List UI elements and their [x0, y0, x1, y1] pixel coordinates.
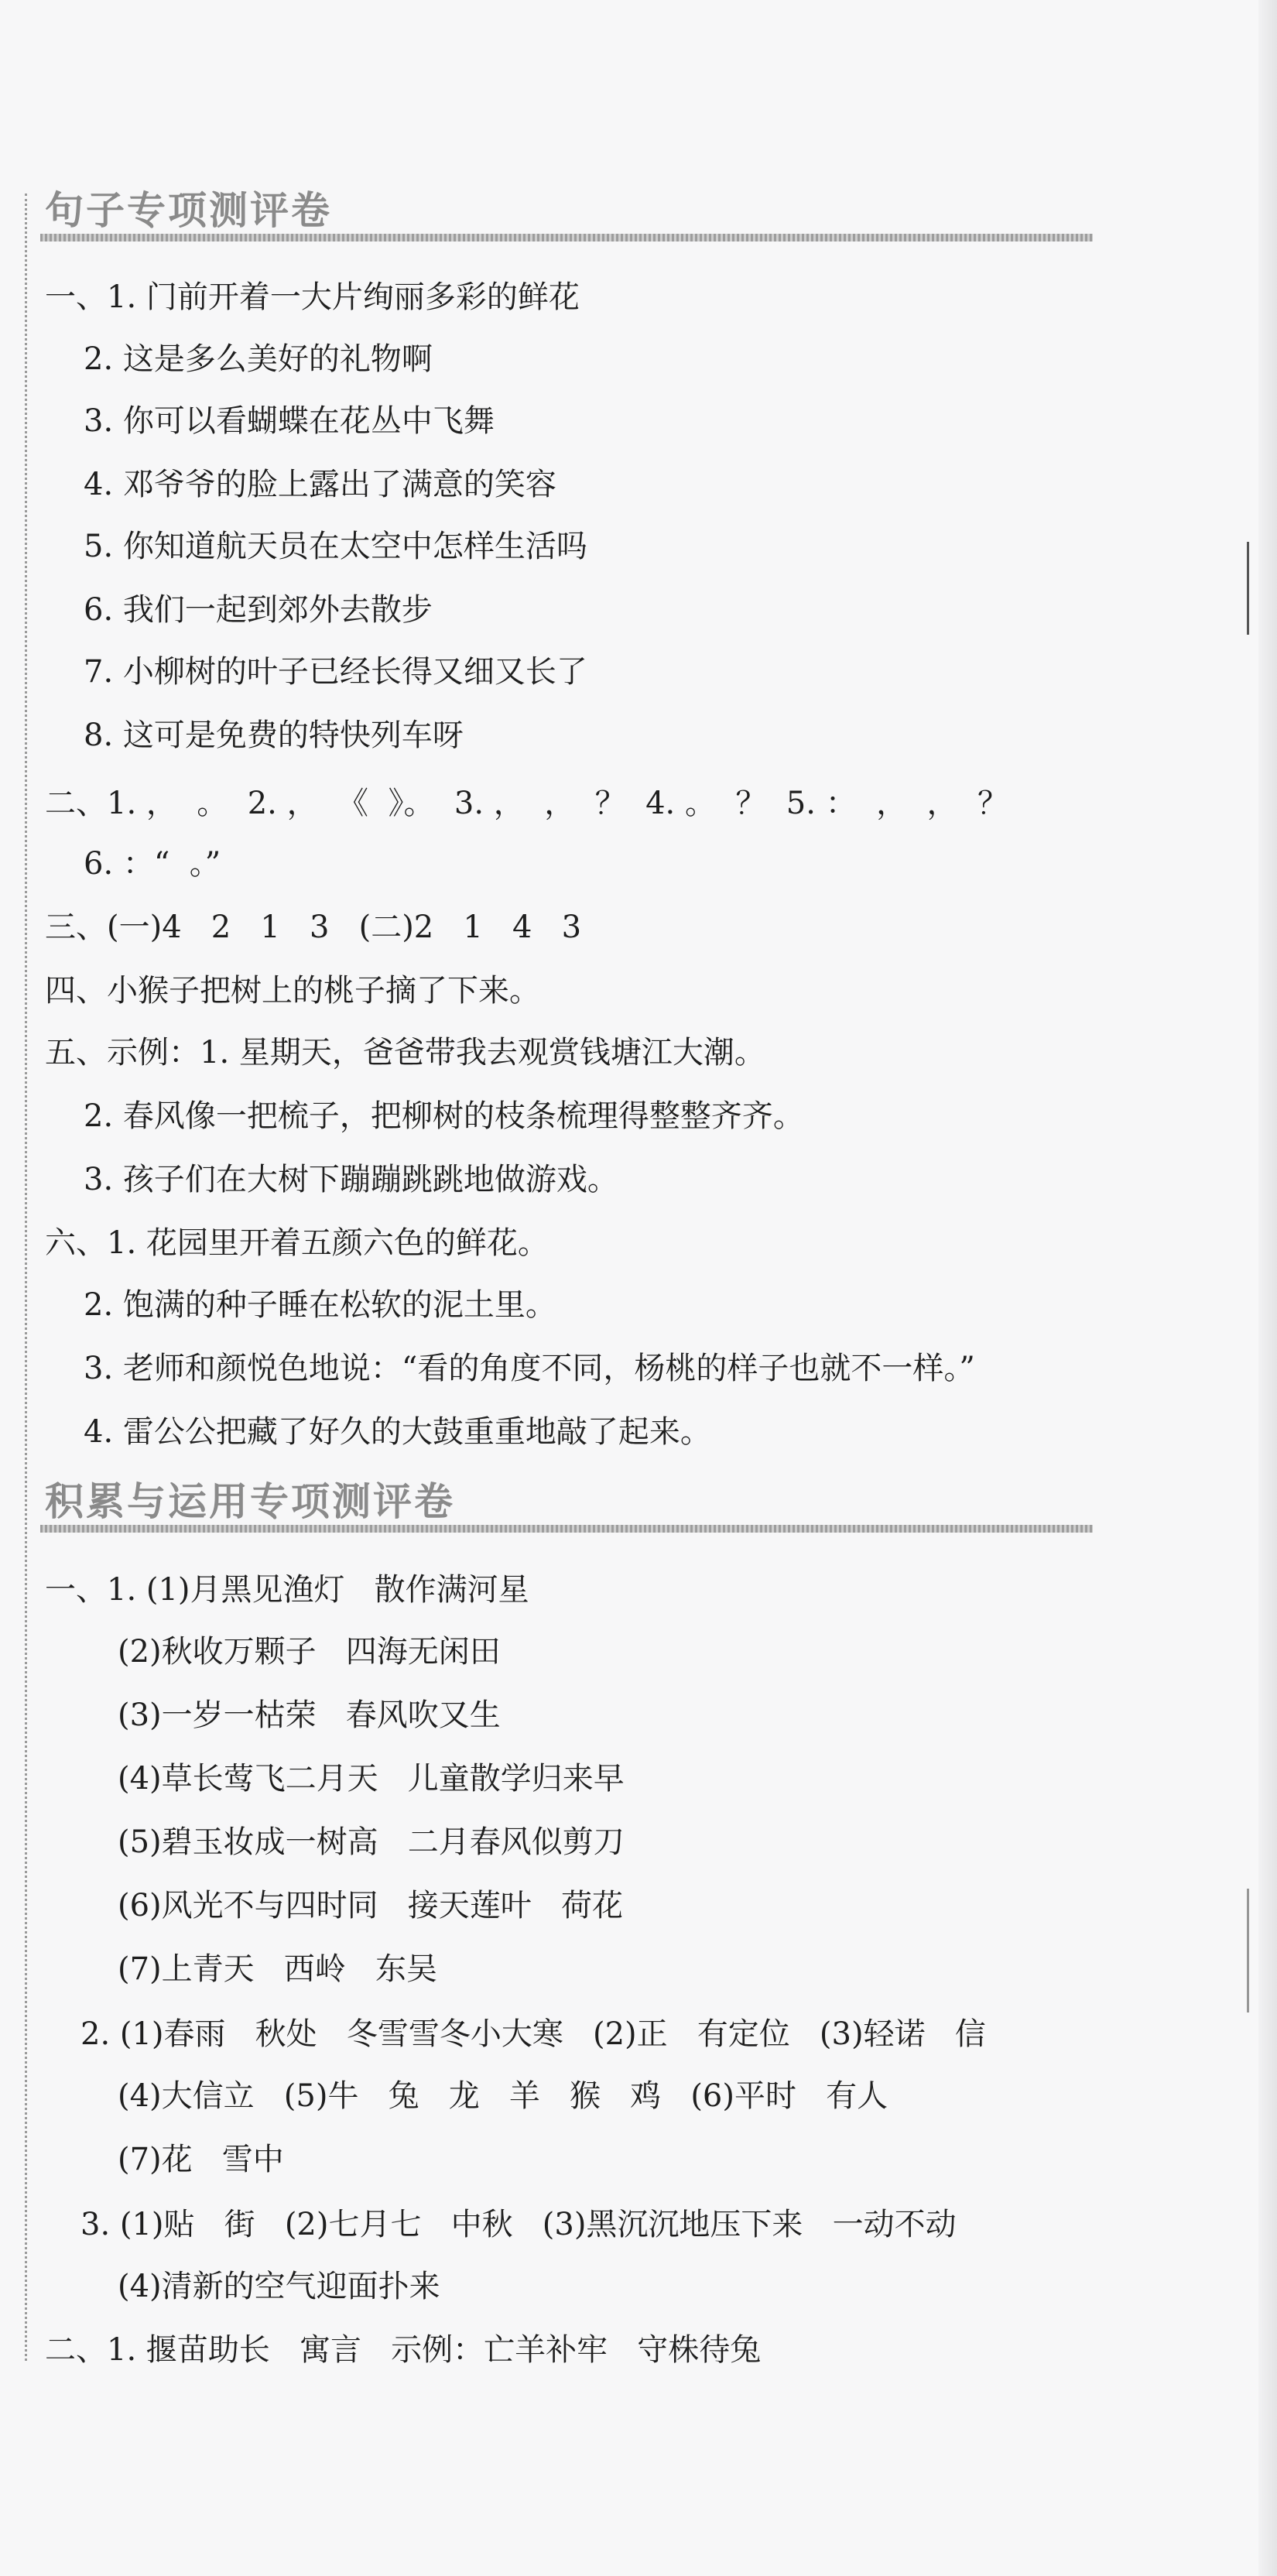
answer-line: 8. 这可是免费的特快列车呀 [84, 718, 464, 753]
answer-line: (5)碧玉妆成一树高 二月春风似剪刀 [118, 1824, 625, 1860]
section-title-sentences [40, 180, 1093, 242]
answer-line: 2. (1)春雨 秋处 冬雪雪冬小大寒 (2)正 有定位 (3)轻诺 信 [80, 2016, 986, 2052]
answer-line: 2. 春风像一把梳子，把柳树的枝条梳理得整整齐齐。 [84, 1098, 804, 1134]
answer-line: 4. 邓爷爷的脸上露出了满意的笑容 [84, 467, 556, 502]
answer-line: (3)一岁一枯荣 春风吹又生 [118, 1697, 501, 1733]
answer-line: 五、示例：1. 星期天，爸爸带我去观赏钱塘江大潮。 [45, 1035, 765, 1070]
answer-line: 3. (1)贴 街 (2)七月七 中秋 (3)黑沉沉地压下来 一动不动 [80, 2207, 957, 2242]
answer-line: 3. 孩子们在大树下蹦蹦跳跳地做游戏。 [84, 1162, 618, 1197]
answer-line: 一、1. (1)月黑见渔灯 散作满河星 [45, 1572, 529, 1608]
answer-line: (7)上青天 西岭 东吴 [118, 1951, 437, 1987]
section-title-rule [40, 234, 1093, 242]
answer-line: 四、小猴子把树上的桃子摘了下来。 [45, 973, 540, 1009]
answer-line: 二、1. ， 。 2. ， 《 》。 3. ， ， ？ 4. 。 ？ 5. ： ， ， ？ [45, 786, 1008, 821]
answer-line: 2. 这是多么美好的礼物啊 [84, 341, 433, 377]
answer-line: 二、1. 揠苗助长 寓言 示例：亡羊补牢 守株待兔 [45, 2332, 762, 2368]
section-title-text: 积累与运用专项测评卷 [45, 1479, 455, 1524]
scan-artifact [1247, 1889, 1249, 2012]
answer-line: (2)秋收万颗子 四海无闲田 [118, 1634, 501, 1670]
answer-line: (7)花 雪中 [118, 2142, 284, 2177]
answer-line: 6. 我们一起到郊外去散步 [84, 592, 433, 628]
scan-artifact [1247, 542, 1249, 635]
answer-line: (6)风光不与四时同 接天莲叶 荷花 [118, 1888, 623, 1923]
answer-line: 3. 你可以看蝴蝶在花丛中飞舞 [84, 403, 495, 439]
answer-line: 六、1. 花园里开着五颜六色的鲜花。 [45, 1225, 549, 1261]
answer-line: 5. 你知道航天员在太空中怎样生活吗 [84, 529, 587, 564]
section-title-accumulation [40, 1471, 1093, 1533]
answer-line: 三、(一)4 2 1 3 (二)2 1 4 3 [45, 909, 582, 945]
page-edge-shadow [1258, 0, 1277, 2576]
binding-margin-line [25, 194, 27, 2361]
answer-line: 6. ：“ 。” [84, 846, 221, 882]
section-title-rule [40, 1525, 1093, 1533]
answer-line: 2. 饱满的种子睡在松软的泥土里。 [84, 1287, 556, 1323]
answer-line: 7. 小柳树的叶子已经长得又细又长了 [84, 654, 587, 690]
answer-line: 4. 雷公公把藏了好久的大鼓重重地敲了起来。 [84, 1414, 711, 1450]
answer-line: (4)大信立 (5)牛 兔 龙 羊 猴 鸡 (6)平时 有人 [118, 2078, 888, 2114]
answer-line: 3. 老师和颜悦色地说：“看的角度不同，杨桃的样子也就不一样。” [84, 1351, 975, 1386]
section-title-text: 句子专项测评卷 [45, 188, 332, 233]
answer-line: (4)清新的空气迎面扑来 [118, 2269, 440, 2304]
answer-line: 一、1. 门前开着一大片绚丽多彩的鲜花 [45, 279, 580, 315]
answer-line: (4)草长莺飞二月天 儿童散学归来早 [118, 1761, 625, 1797]
